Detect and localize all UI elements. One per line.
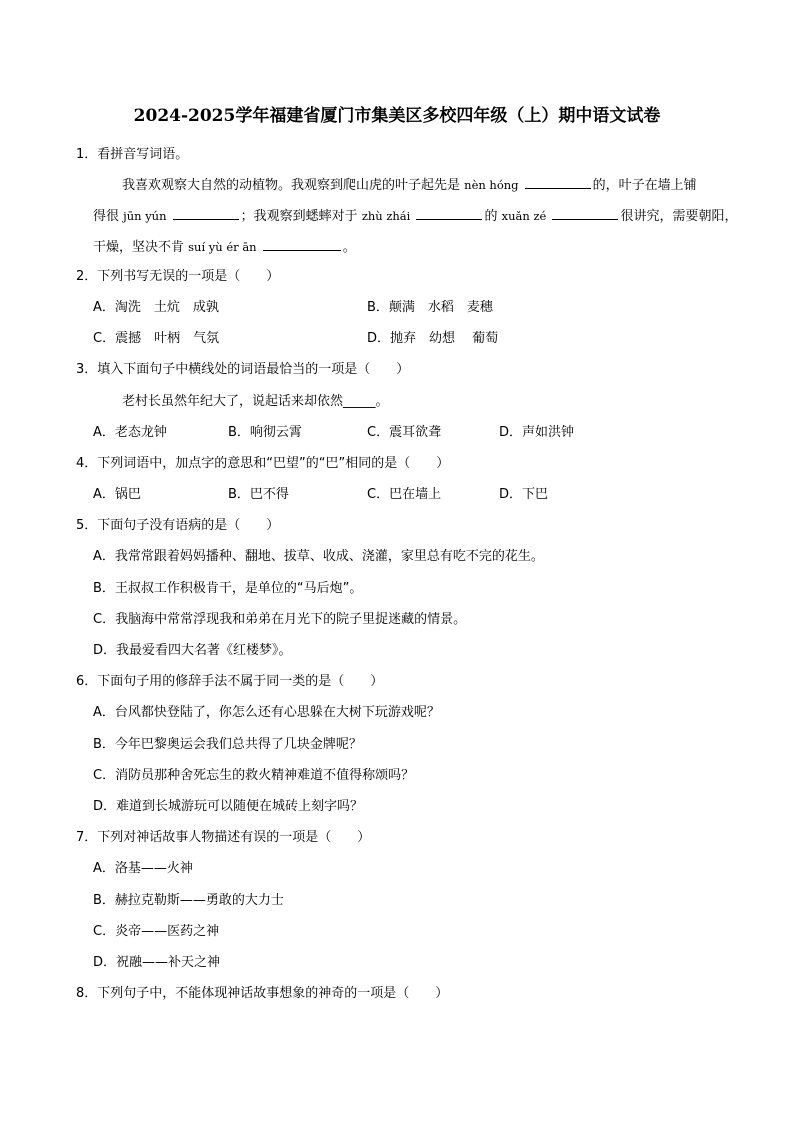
q1-blank-4[interactable]	[552, 206, 618, 220]
q6-stem: 6．下面句子用的修辞手法不属于同一类的是（ ）	[76, 674, 384, 689]
q6-option-d[interactable]: D．难道到长城游玩可以随便在城砖上刻字吗？	[93, 799, 364, 814]
q3-option-d[interactable]: D．声如洪钟	[499, 425, 575, 440]
q7-option-b[interactable]: B．赫拉克勒斯——勇敢的大力士	[93, 893, 284, 908]
q1-blank-1[interactable]	[525, 175, 591, 189]
q1-paragraph-line-2	[93, 206, 737, 226]
q2-option-b[interactable]: B．颠满 水稻 麦穗	[367, 300, 493, 315]
q5-option-a[interactable]: A．我常常跟着妈妈播种、翻地、拔草、收成、浇灌，家里总有吃不完的花生。	[93, 549, 544, 564]
q6-option-c[interactable]: C．消防员那种舍死忘生的救火精神难道不值得称颂吗？	[93, 768, 415, 783]
q1-text: 我喜欢观察大自然的动植物。我观察到爬山虎的叶子起先是	[122, 178, 461, 193]
q7-option-d[interactable]: D．祝融——补天之神	[93, 955, 221, 970]
q1-pinyin-4: xuǎn zé	[501, 209, 547, 223]
q1-stem: 1．看拼音写词语。	[76, 147, 189, 162]
q3-stem: 3．填入下面句子中横线处的词语最恰当的一项是（ ）	[76, 362, 410, 377]
q1-text: 得很	[93, 209, 120, 224]
q3-option-b[interactable]: B．响彻云霄	[228, 425, 302, 440]
q1-text: 很讲究，需要朝阳，	[620, 209, 738, 224]
page-title: 2024-2025学年福建省厦门市集美区多校四年级（上）期中语文试卷	[133, 106, 661, 126]
q5-option-d[interactable]: D．我最爱看四大名著《红楼梦》。	[93, 643, 292, 658]
q1-paragraph-line-1	[122, 175, 697, 195]
q5-stem: 5．下面句子没有语病的是（ ）	[76, 518, 280, 533]
q7-stem: 7．下列对神话故事人物描述有误的一项是（ ）	[76, 830, 371, 845]
q5-option-b[interactable]: B．王叔叔工作积极肯干，是单位的“马后炮”。	[93, 581, 363, 596]
q4-stem: 4．下列词语中，加点字的意思和“巴望”的“巴”相同的是（ ）	[76, 456, 450, 471]
q4-option-a[interactable]: A．锅巴	[93, 487, 141, 502]
q1-paragraph-line-3	[93, 237, 356, 257]
q1-pinyin-1: nèn hóng	[464, 178, 519, 192]
q1-blank-5[interactable]	[263, 237, 341, 251]
q4-option-c[interactable]: C．巴在墙上	[367, 487, 442, 502]
q4-option-d[interactable]: D．下巴	[499, 487, 549, 502]
q4-option-b[interactable]: B．巴不得	[228, 487, 289, 502]
q2-option-c[interactable]: C．震撼 叶柄 气氛	[93, 331, 220, 346]
q1-text: 的，叶子在墙上铺	[592, 178, 697, 193]
q6-option-a[interactable]: A．台风都快登陆了，你怎么还有心思躲在大树下玩游戏呢？	[93, 705, 440, 720]
q2-option-d[interactable]: D．抛弃 幼想 葡萄	[367, 331, 499, 346]
q7-option-c[interactable]: C．炎帝——医药之神	[93, 924, 220, 939]
q8-stem: 8．下列句子中，不能体现神话故事想象的神奇的一项是（ ）	[76, 986, 449, 1001]
q5-option-c[interactable]: C．我脑海中常常浮现我和弟弟在月光下的院子里捉迷藏的情景。	[93, 612, 467, 627]
q2-stem: 2．下列书写无误的一项是（ ）	[76, 269, 280, 284]
q1-blank-2[interactable]	[173, 206, 239, 220]
q3-option-c[interactable]: C．震耳欲聋	[367, 425, 442, 440]
q2-option-a[interactable]: A．淘洗 土炕 成孰	[93, 300, 219, 315]
q1-text: 的	[484, 209, 498, 224]
q6-option-b[interactable]: B．今年巴黎奥运会我们总共得了几块金牌呢？	[93, 737, 362, 752]
q3-sentence: 老村长虽然年纪大了，说起话来却依然_____。	[122, 394, 389, 409]
q3-option-a[interactable]: A．老态龙钟	[93, 425, 167, 440]
q1-blank-3[interactable]	[416, 206, 482, 220]
q1-pinyin-3: zhù zhái	[361, 209, 411, 223]
q1-text: 。	[342, 240, 356, 255]
q1-pinyin-2: jūn yún	[123, 209, 167, 223]
q7-option-a[interactable]: A．洛基——火神	[93, 861, 193, 876]
q1-text: 干燥，坚决不肯	[93, 240, 185, 255]
q1-text: ；我观察到蟋蟀对于	[240, 209, 358, 224]
q1-pinyin-5: suí yù ér ān	[188, 240, 257, 254]
